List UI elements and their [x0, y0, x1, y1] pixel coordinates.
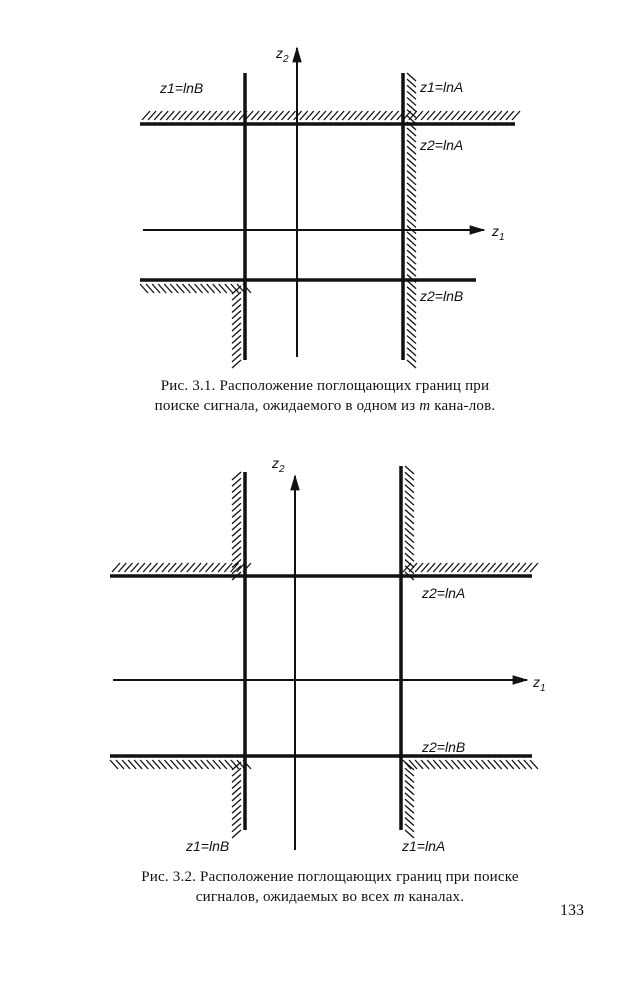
label-z1-lnA: z1=lnA [402, 838, 446, 854]
figure-3-1 [140, 45, 520, 368]
axis-z2-label: $z_2$ [276, 45, 289, 65]
hatching [140, 73, 520, 368]
label-z1-lnB: z1=lnB [186, 838, 230, 854]
label-z2-lnB: z2=lnB [420, 288, 464, 304]
figure-3-2 [110, 455, 546, 854]
axis-z1-label: $z_1$ [533, 674, 546, 694]
axis-z2-label: $z_2$ [272, 455, 285, 475]
axis-z1-label: $z_1$ [492, 223, 505, 243]
label-z1-lnB: z1=lnB [160, 80, 204, 96]
label-z2-lnB: z2=lnB [422, 739, 466, 755]
figure-3-2-caption: Рис. 3.2. Расположение поглощающих границ при поиске сигналов, ожидаемых во всех m каналах. [141, 869, 519, 905]
hatching [110, 466, 538, 838]
page-number: 133 [560, 902, 584, 919]
figure-3-1-caption: Рис. 3.1. Расположение поглощающих границ при поиске сигнала, ожидаемого в одном из m кана-лов. [154, 378, 496, 414]
label-z2-lnA: z2=lnA [420, 137, 464, 153]
label-z1-lnA: z1=lnA [420, 79, 464, 95]
label-z2-lnA: z2=lnA [422, 585, 466, 601]
